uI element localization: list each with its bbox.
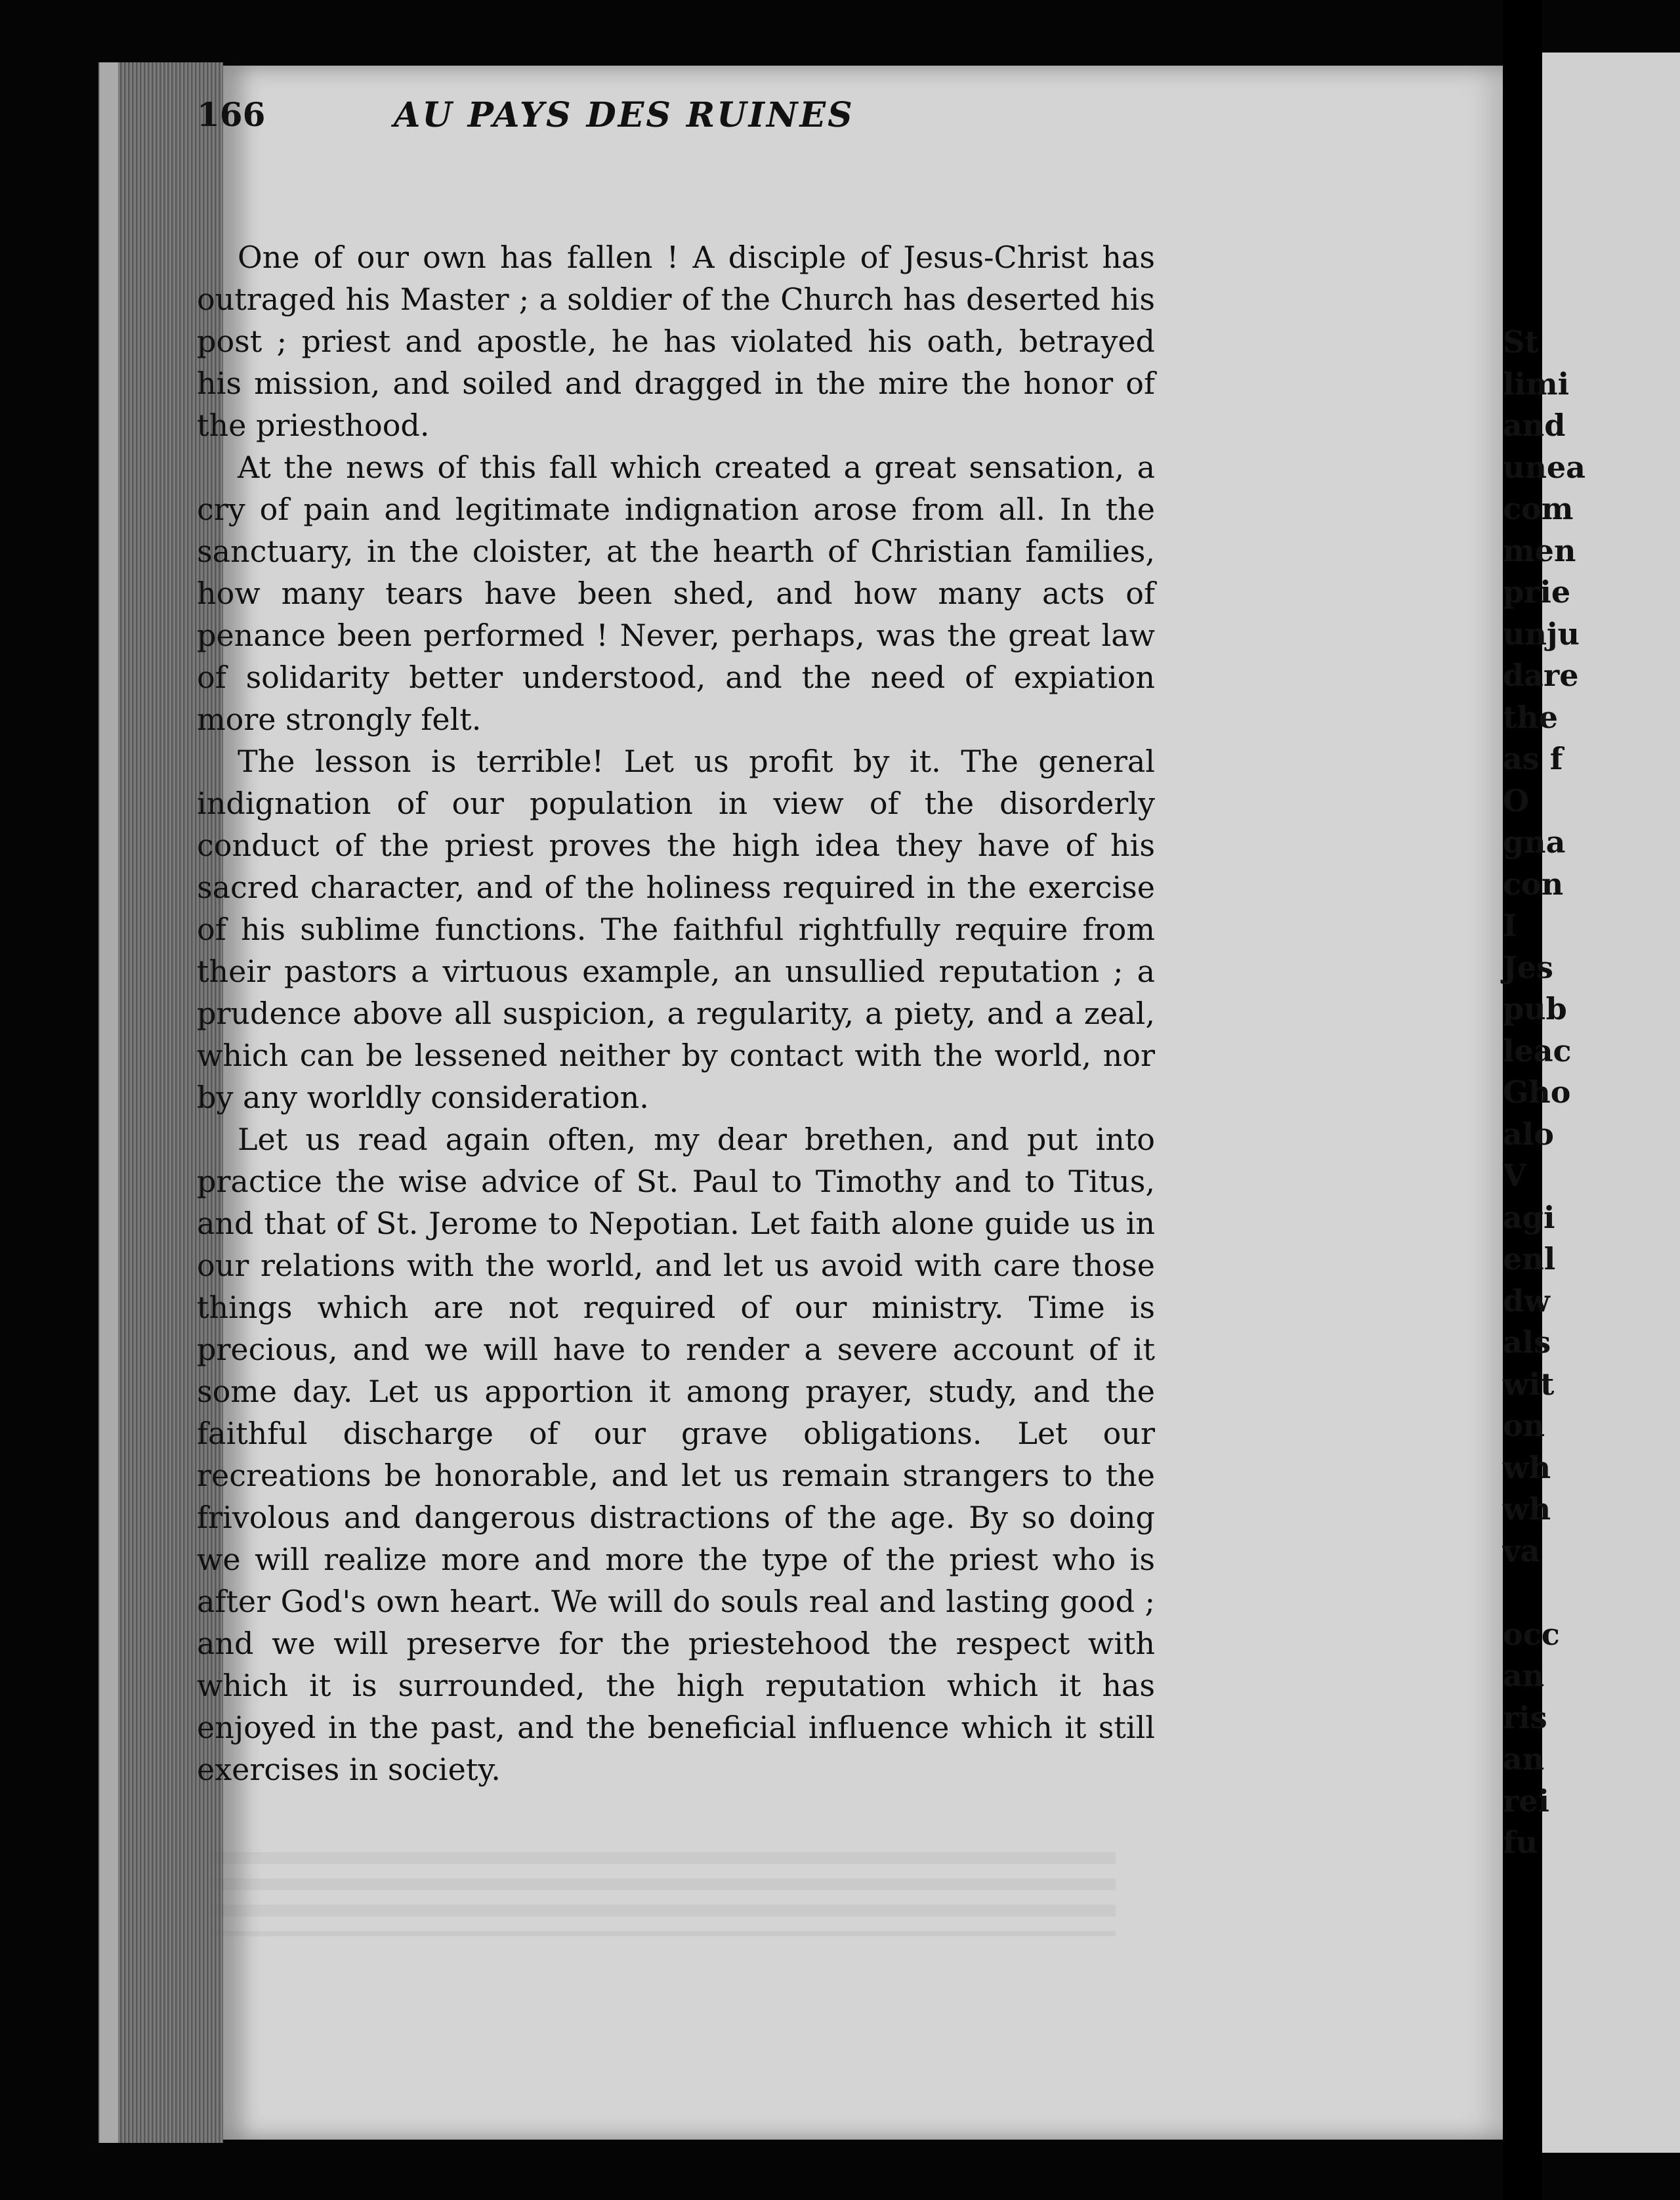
page-number: 166 [197, 95, 266, 134]
page-edge-highlight [100, 62, 118, 2143]
show-through-text [210, 1838, 1116, 1936]
paragraph: At the news of this fall which created a great sensation, a cry of pain and legitimate indignation arose from all. In the sanctuary, in the cloister, at the hearth of Christian families, how many tears have been shed, and how many acts of penance been performed ! Never, perhaps, was the great law of solidarity better understood, and the need of expiation more strongly felt. [197, 450, 1155, 737]
body-text [197, 236, 1155, 1790]
paragraph: One of our own has fallen ! A disciple of Jesus-Christ has outraged his Master ; a soldier of the Church has deserted his post ; priest and apostle, he has violated his oath, betrayed his mission, and soiled and dragged in the mire the honor of the priesthood. [197, 240, 1155, 443]
facing-page [1503, 53, 1680, 2153]
facing-page-text: St limi and unea com men prie unju dare the as f O gna con I Jes pub leac Gho alo V agi enl dw als wit on wh wh va occ an ris an rei fu [1503, 324, 1586, 1860]
paragraph: The lesson is terrible! Let us profit by it. The general indignation of our population in view of the disorderly conduct of the priest proves the high idea they have of his sacred character, and of the holiness required in the exercise of his sublime functions. The faithful rightfully require from their pastors a virtuous example, an unsullied reputation ; a prudence above all suspicion, a regularity, a piety, and a zeal, which can be lessened neither by contact with the world, nor by any worldly consideration. [197, 744, 1155, 1115]
page-header [197, 95, 1155, 148]
paragraph: Let us read again often, my dear brethen, and put into practice the wise advice of St. Paul to Timothy and to Titus, and that of St. Jerome to Nepotian. Let faith alone guide us in our relations with the world, and let us avoid with care those things which are not required of our ministry. Time is precious, and we will have to render a severe account of it some day. Let us apportion it among prayer, study, and the faithful discharge of our grave obligations. Let our recreations be honorable, and let us remain strangers to the frivolous and dangerous distractions of the age. By so doing we will realize more and more the type of the priest who is after God's own heart. We will do souls real and lasting good ; and we will preserve for the priestehood the respect with which it is surrounded, the high reputation which it has enjoyed in the past, and the beneficial influence which it still exercises in society. [197, 1122, 1155, 1787]
running-title: AU PAYS DES RUINES [394, 95, 854, 135]
